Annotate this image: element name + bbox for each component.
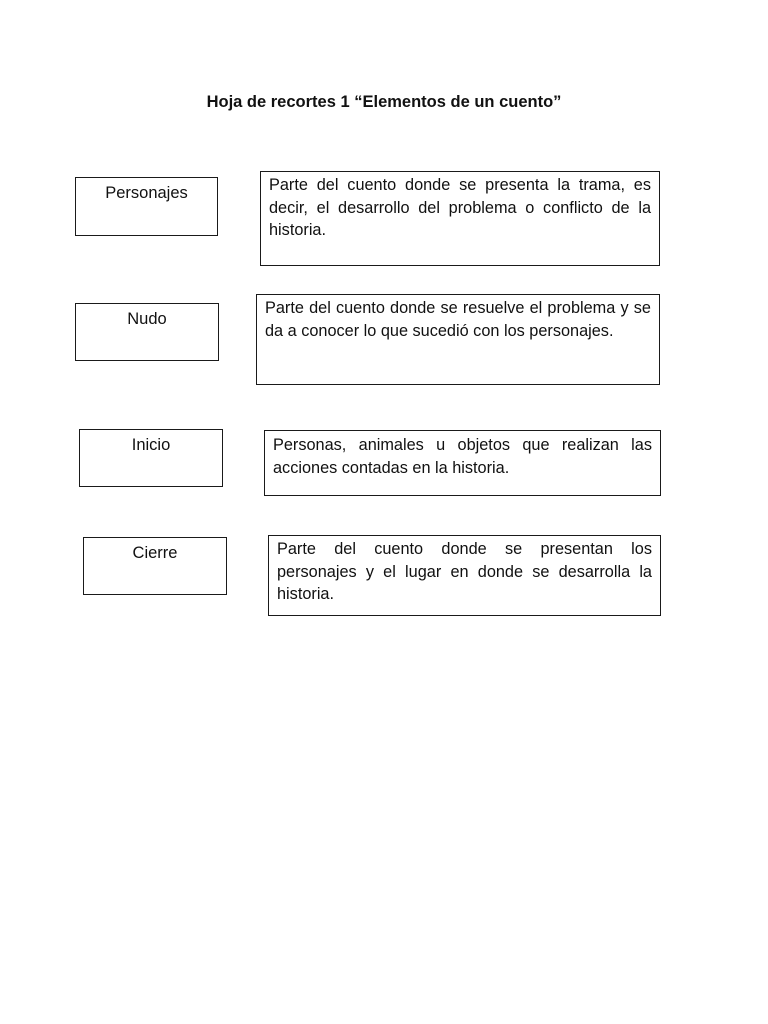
- page-title: Hoja de recortes 1 “Elementos de un cuento”: [206, 93, 562, 111]
- definition-card-1[interactable]: Parte del cuento donde se presenta la trama, es decir, el desarrollo del problema o conflicto de la historia.: [260, 171, 660, 266]
- term-card-nudo[interactable]: Nudo: [75, 303, 219, 361]
- definition-card-2[interactable]: Parte del cuento donde se resuelve el problema y se da a conocer lo que sucedió con los personajes.: [256, 294, 660, 385]
- definition-card-4[interactable]: Parte del cuento donde se presentan los personajes y el lugar en donde se desarrolla la historia.: [268, 535, 661, 616]
- term-card-cierre[interactable]: Cierre: [83, 537, 227, 595]
- definition-card-3[interactable]: Personas, animales u objetos que realizan las acciones contadas en la historia.: [264, 430, 661, 496]
- term-card-personajes[interactable]: Personajes: [75, 177, 218, 236]
- term-card-inicio[interactable]: Inicio: [79, 429, 223, 487]
